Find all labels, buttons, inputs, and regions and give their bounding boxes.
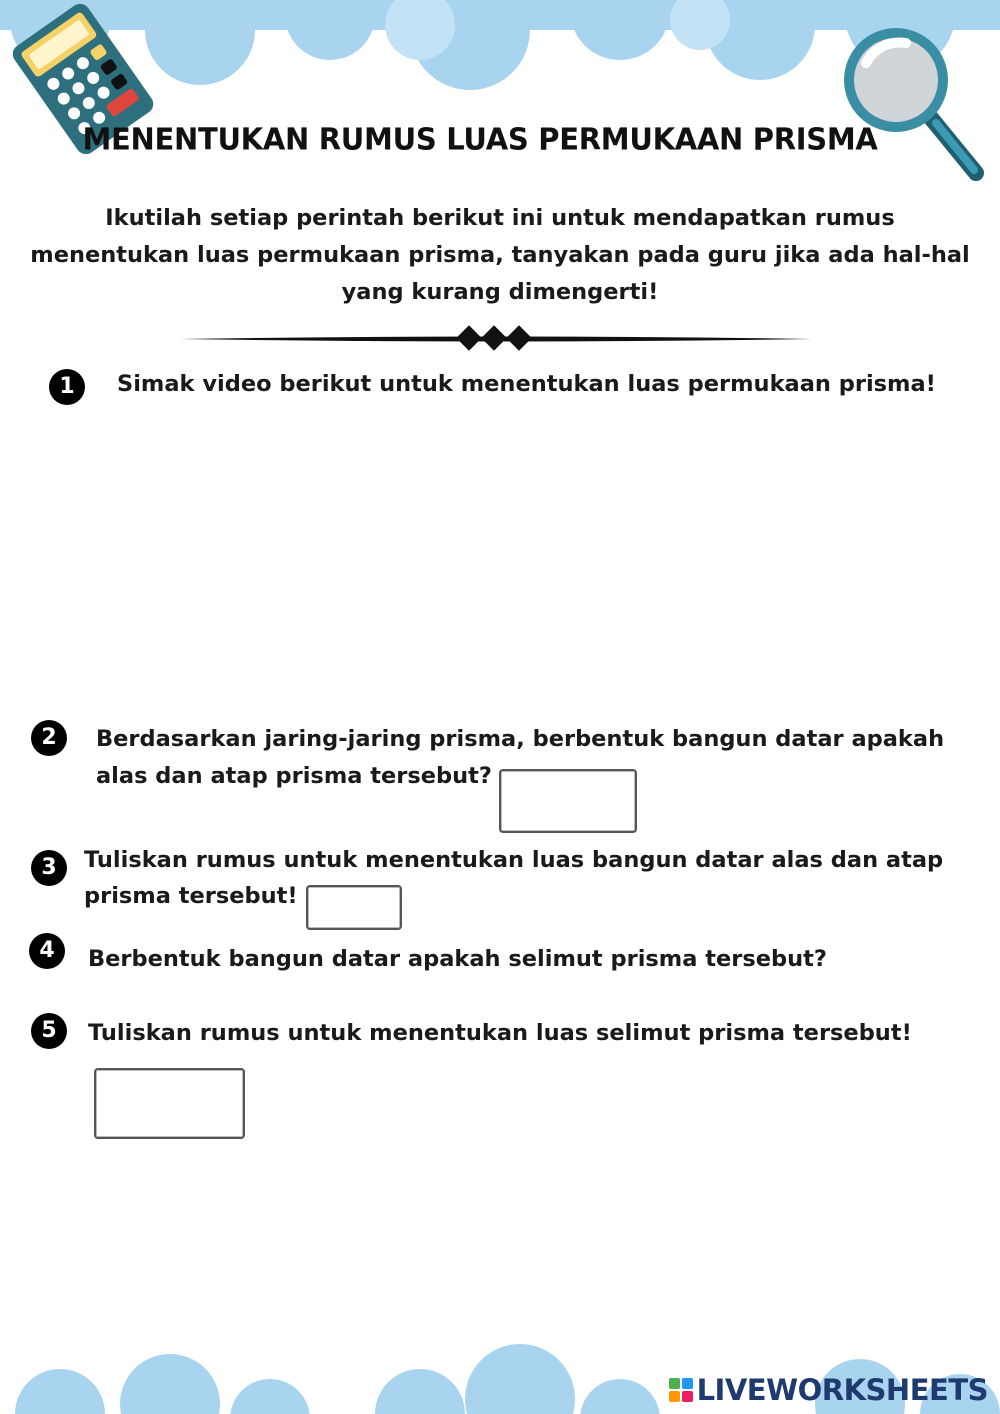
question-2-text-line1: Berdasarkan jaring-jaring prisma, berbentuk bangun datar apakah [96,726,945,752]
question-number-1: 1 [49,369,85,405]
page-title: MENENTUKAN RUMUS LUAS PERMUKAAN PRISMA [82,121,878,157]
question-4-text: Berbentuk bangun datar apakah selimut prisma tersebut? [88,946,827,972]
question-number-5: 5 [31,1013,67,1049]
question-3-text-line1: Tuliskan rumus untuk menentukan luas bangun datar alas dan atap [84,847,944,873]
magnifier-icon [836,18,986,188]
question-1-text: Simak video berikut untuk menentukan luas permukaan prisma! [117,371,936,397]
question-number-2: 2 [31,720,67,756]
answer-input-2[interactable] [499,769,637,833]
liveworksheets-logo-icon [669,1378,693,1402]
question-5-text: Tuliskan rumus untuk menentukan luas selimut prisma tersebut! [88,1020,912,1046]
question-number-4: 4 [29,933,65,969]
brand-name: LIVEWORKSHEETS [696,1373,988,1407]
question-3-text-line2: prisma tersebut! [84,883,298,909]
video-embed-area[interactable] [60,420,940,700]
ornament-divider [180,322,812,356]
question-2-text-line2: alas dan atap prisma tersebut? [96,763,492,789]
question-number-3: 3 [31,850,67,886]
liveworksheets-brand [669,1372,988,1408]
answer-input-3[interactable] [306,885,402,930]
answer-input-5[interactable] [94,1068,245,1139]
intro-text: Ikutilah setiap perintah berikut ini untuk mendapatkan rumus menentukan luas permukaan prisma, tanyakan pada guru jika ada hal-hal yang kurang dimengerti! [30,205,970,305]
